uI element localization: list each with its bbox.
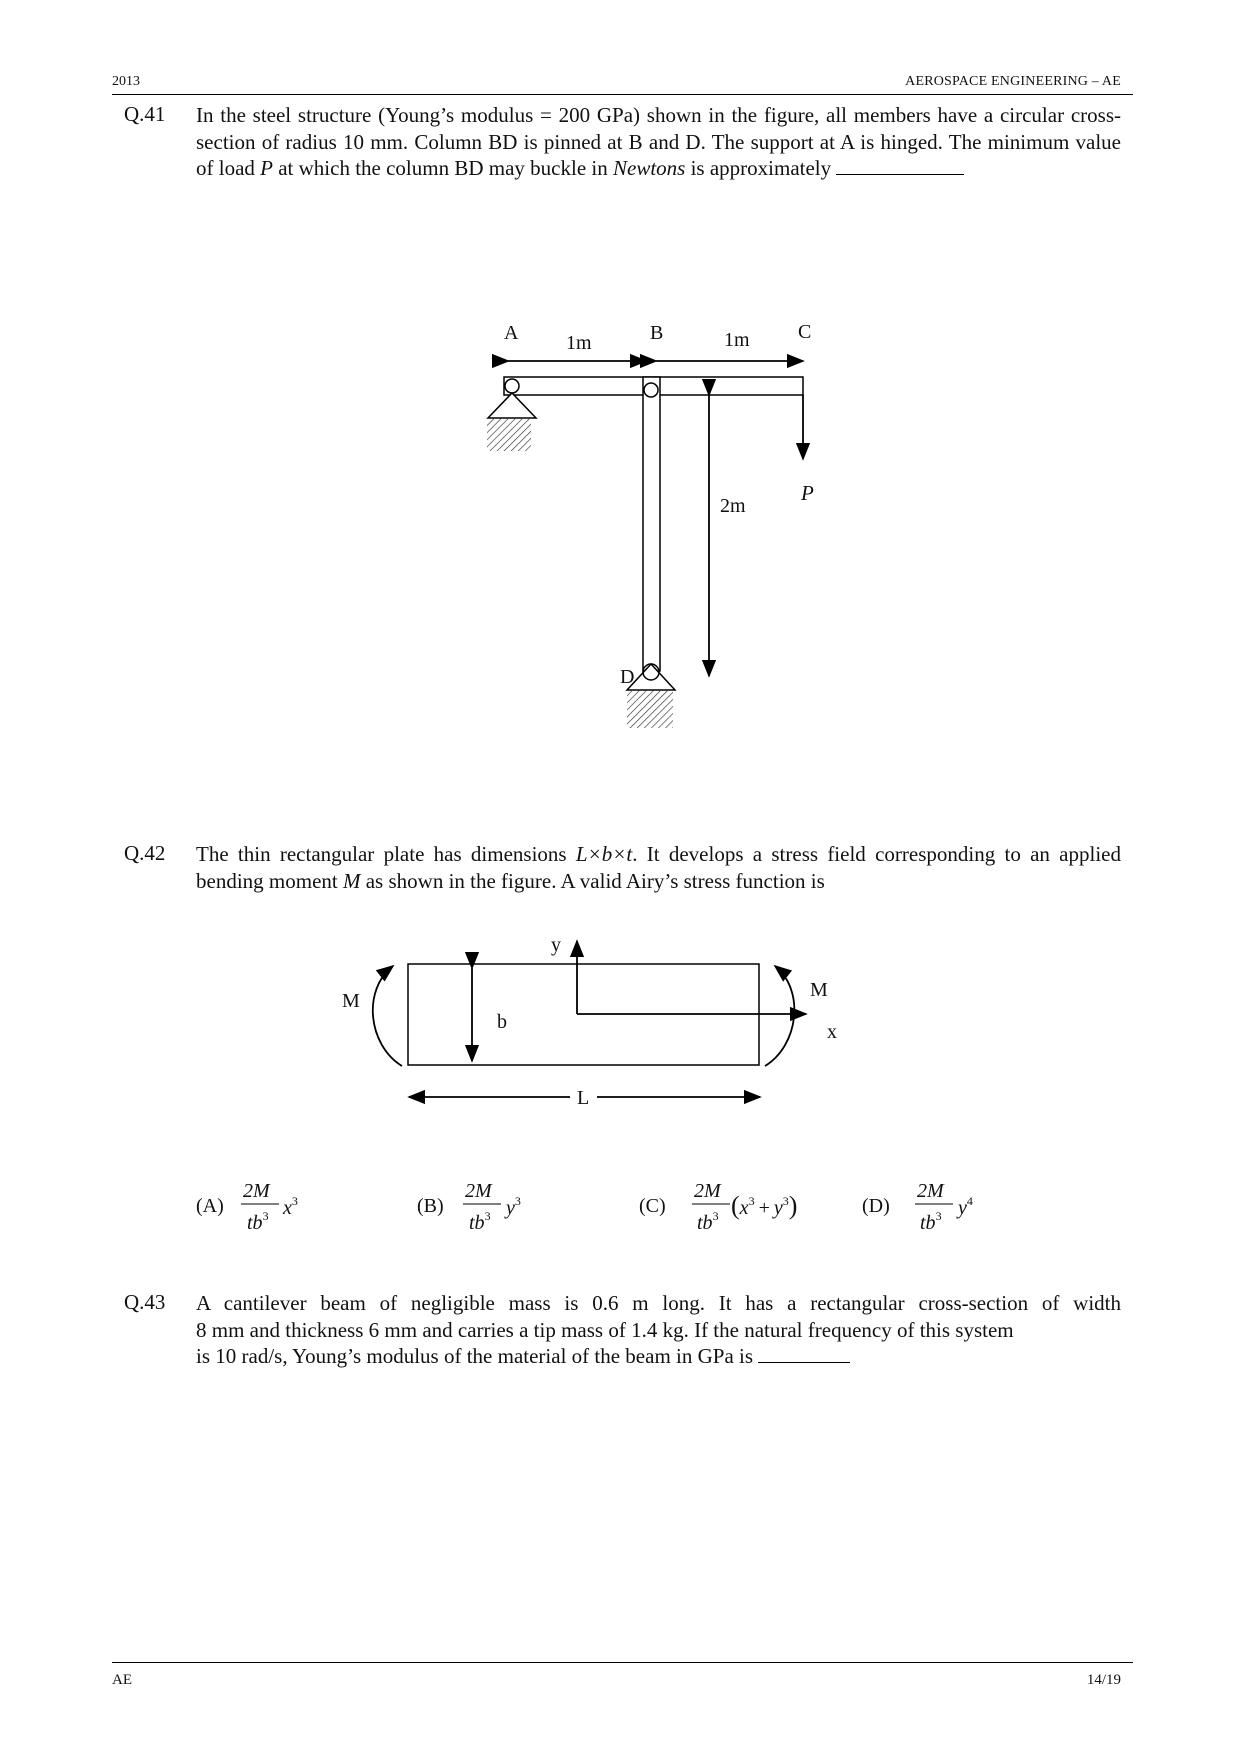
option-b-den: $tb^3$: [469, 1209, 491, 1234]
dim-l-label: L: [577, 1087, 590, 1109]
q42-figure: [0, 900, 1241, 1130]
dim-ab-label: 1m: [566, 332, 592, 354]
q43-line-3: is 10 rad/s, Young’s modulus of the material of the beam in GPa is: [196, 1343, 1121, 1370]
load-p-label: P: [801, 481, 814, 505]
q43-text: [196, 1290, 1121, 1370]
q41-load-symbol: P: [260, 156, 273, 180]
option-c-expr: $(x^3 + y^3)$: [731, 1191, 798, 1220]
q42-text: The thin rectangular plate has dimensions L×b×t. It develops a stress field corresponding to an applied bending moment M as shown in the figure. A valid Airy’s stress function is: [196, 842, 1121, 893]
option-a-num: 2M: [243, 1180, 270, 1202]
support-a-ground: [487, 418, 531, 451]
support-a-triangle: [488, 393, 536, 418]
header-subject: AEROSPACE ENGINEERING – AE: [905, 74, 1121, 89]
option-b-num: 2M: [465, 1180, 492, 1202]
option-a-var: $x^3$: [283, 1194, 298, 1219]
q43-answer-blank: [758, 1344, 850, 1363]
pin-b: [644, 383, 658, 397]
option-d-num: 2M: [917, 1180, 944, 1202]
support-d-ground: [627, 690, 673, 728]
q41-number: Q.41: [124, 102, 166, 126]
option-a[interactable]: [196, 1180, 298, 1234]
option-b[interactable]: [417, 1180, 521, 1234]
footer-code: AE: [112, 1672, 132, 1688]
label-c: C: [798, 321, 812, 343]
q41-figure: [0, 0, 1241, 760]
option-b-label: (B): [417, 1195, 444, 1217]
q42-moment-symbol: M: [342, 868, 361, 893]
option-b-var: $y^3$: [506, 1194, 521, 1219]
pin-a: [505, 379, 519, 393]
label-d: D: [620, 666, 635, 688]
option-d-den: $tb^3$: [920, 1209, 942, 1234]
q42-options: [0, 1170, 1241, 1240]
footer-rule: [112, 1662, 1133, 1663]
q41-unit-word: Newtons: [613, 156, 686, 180]
label-a: A: [504, 322, 519, 344]
q43-number: Q.43: [124, 1290, 166, 1314]
pin-d: [643, 664, 659, 680]
axis-x-label: x: [827, 1021, 837, 1043]
option-c-label: (C): [639, 1195, 666, 1217]
dim-bd-label: 2m: [720, 495, 746, 517]
option-c-num: 2M: [694, 1180, 721, 1202]
option-d[interactable]: [862, 1180, 973, 1234]
footer-page-number: 14/19: [1086, 1672, 1121, 1688]
option-c[interactable]: [639, 1180, 797, 1234]
column-bd: [643, 377, 660, 671]
option-d-var: $y^4$: [958, 1194, 973, 1219]
moment-left-label: M: [342, 990, 360, 1012]
q43-line-2: 8 mm and thickness 6 mm and carries a tip mass of 1.4 kg. If the natural frequency of this system: [196, 1317, 1014, 1342]
q41-text: In the steel structure (Young’s modulus = 200 GPa) shown in the figure, all members have a circular cross-section of radius 10 mm. Column BD is pinned at B and D. The support at A is hinged. The minimum value of load P at which the column BD may buckle in Newtons is approximately: [196, 103, 1121, 180]
q42-dims: L×b×t: [575, 842, 633, 866]
option-d-label: (D): [862, 1195, 890, 1217]
option-a-den: $tb^3$: [247, 1209, 269, 1234]
q43-line-1: A cantilever beam of negligible mass is 0.6 m long. It has a rectangular cross-section of width: [196, 1291, 1121, 1315]
option-a-label: (A): [196, 1195, 224, 1217]
label-b: B: [650, 322, 664, 344]
dim-bc-label: 1m: [724, 329, 750, 351]
dim-b-label: b: [497, 1011, 507, 1033]
axis-y-label: y: [551, 934, 561, 956]
moment-right-arrow: [765, 966, 794, 1066]
moment-left-arrow: [373, 966, 402, 1066]
q42-number: Q.42: [124, 841, 166, 865]
moment-right-label: M: [810, 979, 828, 1001]
header-year: 2013: [112, 74, 140, 89]
option-c-den: $tb^3$: [697, 1209, 719, 1234]
